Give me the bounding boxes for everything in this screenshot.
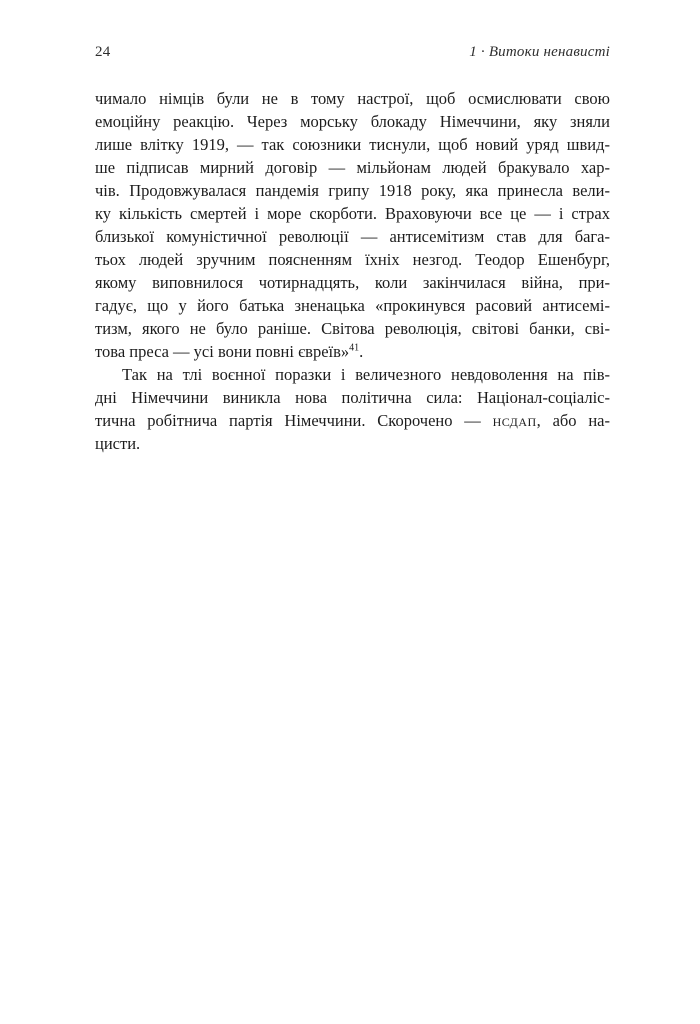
text-line: лише влітку 1919, — так союзники тиснули, щоб новий уряд швид- bbox=[95, 135, 610, 154]
chapter-running-title: 1 · Витоки ненависті bbox=[469, 44, 610, 60]
text-line: емоційну реакцію. Через морську блокаду Німеччини, яку зняли bbox=[95, 112, 610, 131]
text-line: цисти. bbox=[95, 434, 141, 453]
text-line: чів. Продовжувалася пандемія грипу 1918 року, яка принесла вели- bbox=[95, 181, 610, 200]
text-line: близької комуністичної революції — антисемітизм став для бага- bbox=[95, 227, 610, 246]
footnote-reference: 41 bbox=[349, 342, 360, 354]
abbreviation-nsdap: нсдап bbox=[492, 411, 537, 430]
text-line: гадує, що у його батька зненацька «прокинувся расовий антисемі- bbox=[95, 296, 610, 315]
text-line: тична робітнича партія Німеччини. Скорочено — нсдап, або на- bbox=[95, 411, 610, 430]
body-paragraph bbox=[95, 363, 610, 455]
text-line: тизм, якого не було раніше. Світова революція, світові банки, сві- bbox=[95, 319, 610, 338]
page-number: 24 bbox=[95, 44, 111, 60]
text-line: Так на тлі воєнної поразки і величезного невдоволення на пів- bbox=[122, 365, 610, 384]
page-header bbox=[95, 44, 610, 61]
text-line: ше підписав мирний договір — мільйонам людей бракувало хар- bbox=[95, 158, 610, 177]
text-line: това преса — усі вони повні євреїв»$^{41}$. bbox=[95, 342, 364, 361]
page-body bbox=[95, 87, 610, 455]
text-line: якому виповнилося чотирнадцять, коли закінчилася війна, при- bbox=[95, 273, 610, 292]
text-line: тьох людей зручним поясненням їхніх незгод. Теодор Ешенбург, bbox=[95, 250, 610, 269]
body-paragraph bbox=[95, 87, 610, 363]
text-line: ку кількість смертей і море скорботи. Враховуючи все це — і страх bbox=[95, 204, 610, 223]
text-line: дні Німеччини виникла нова політична сила: Націонал-соціаліс- bbox=[95, 388, 610, 407]
text-line: чимало німців були не в тому настрої, щоб осмислювати свою bbox=[95, 89, 610, 108]
